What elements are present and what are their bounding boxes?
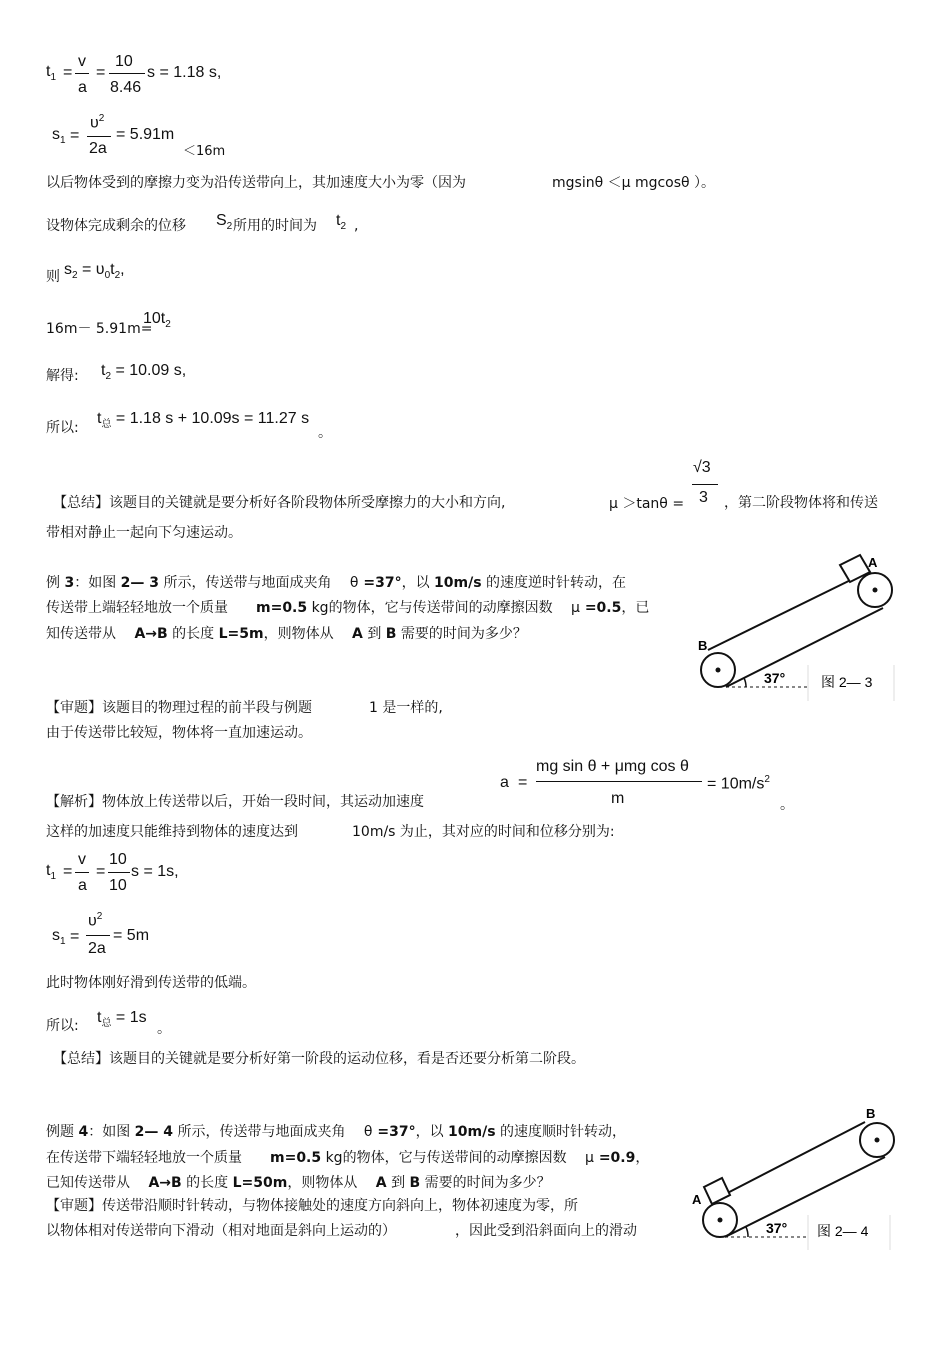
block (840, 555, 870, 582)
label-a: A (692, 1192, 702, 1207)
figure-2-3 (690, 545, 900, 705)
label-b: B (866, 1106, 876, 1121)
block (704, 1178, 730, 1204)
figure-caption: 图 2— 3 (821, 674, 873, 690)
slide-statement: 此时物体刚好滑到传送带的低端。 (46, 975, 256, 991)
label-b: B (698, 638, 708, 653)
label-a: A (868, 555, 878, 570)
figure-caption: 图 2— 4 (817, 1223, 869, 1239)
figure-2-4 (690, 1100, 900, 1255)
angle-label: 37° (766, 1220, 788, 1236)
angle-label: 37° (764, 670, 786, 686)
summary-2: 【总结】该题目的关键就是要分析好第一阶段的运动位移，看是否还要分析第二阶段。 (53, 1051, 585, 1067)
